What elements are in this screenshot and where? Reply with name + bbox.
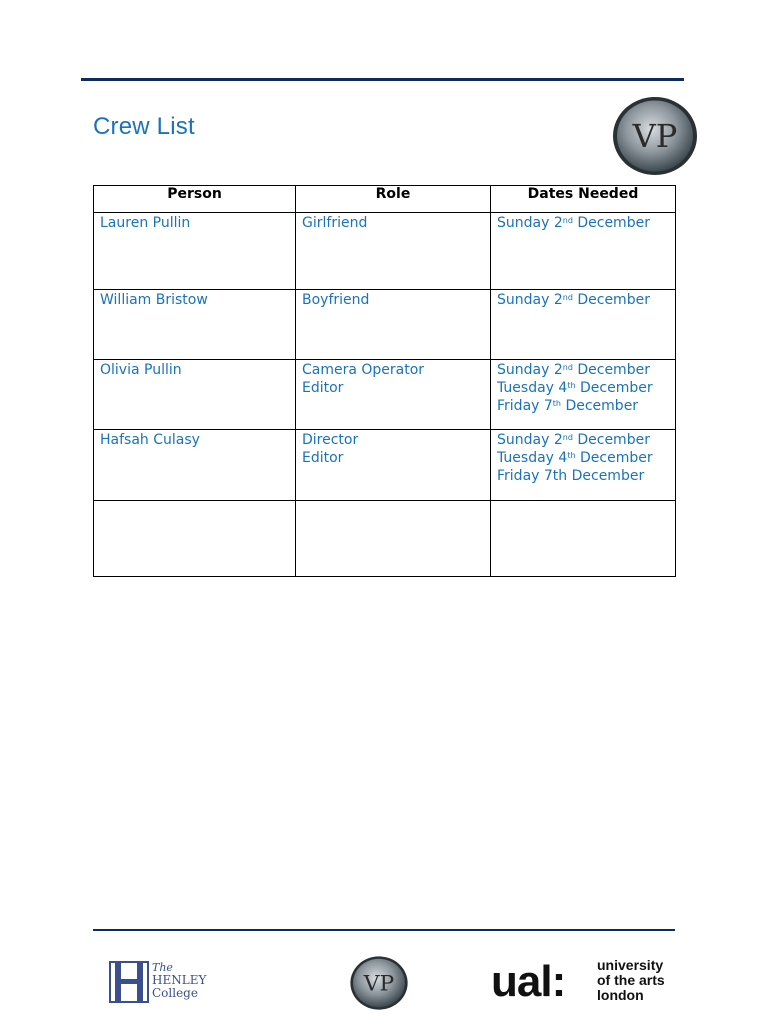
person-name: Hafsah Culasy (100, 432, 200, 448)
dates-cell (491, 213, 676, 290)
date-text: Tuesday 4th December (497, 450, 653, 466)
role-cell (296, 290, 491, 360)
role-cell (296, 213, 491, 290)
person-cell (94, 360, 296, 430)
vp-logo-footer (349, 955, 409, 1011)
person-name: Olivia Pullin (100, 362, 182, 378)
role-text: Boyfriend (302, 292, 370, 308)
person-name: Lauren Pullin (100, 215, 191, 231)
henley-college-logo (108, 960, 208, 1004)
dates-cell (491, 430, 676, 501)
svg-text:HENLEY: HENLEY (152, 973, 207, 987)
role-text: Director (302, 432, 359, 448)
svg-text:College: College (152, 986, 198, 1000)
person-cell (94, 430, 296, 501)
role-cell (296, 360, 491, 430)
person-name: William Bristow (100, 292, 208, 308)
svg-text:VP: VP (632, 117, 678, 155)
person-cell (94, 501, 296, 577)
dates-cell (491, 360, 676, 430)
person-cell (94, 213, 296, 290)
table-header-row (94, 186, 676, 213)
date-text: Friday 7th December (497, 468, 645, 484)
role-text: Editor (302, 450, 344, 466)
crew-table (93, 185, 676, 577)
svg-text:The: The (152, 961, 173, 974)
ual-mark: ual: (491, 957, 566, 1006)
table-row (94, 213, 676, 290)
table-row-empty (94, 501, 676, 577)
svg-text:VP: VP (363, 971, 395, 997)
vp-logo (611, 95, 699, 177)
role-cell (296, 430, 491, 501)
date-text: Sunday 2nd December (497, 432, 650, 448)
dates-cell (491, 501, 676, 577)
dates-cell (491, 290, 676, 360)
column-header-person: Person (94, 186, 296, 213)
date-text: Tuesday 4th December (497, 380, 653, 396)
ual-logo (491, 958, 681, 1008)
table-row (94, 290, 676, 360)
table-row (94, 360, 676, 430)
date-text: Sunday 2nd December (497, 292, 650, 308)
person-cell (94, 290, 296, 360)
column-header-role: Role (296, 186, 491, 213)
date-text: Sunday 2nd December (497, 215, 650, 231)
table-row (94, 430, 676, 501)
date-text: Friday 7th December (497, 398, 639, 414)
role-cell (296, 501, 491, 577)
role-text: Camera Operator (302, 362, 425, 378)
ual-wordmark: university of the arts london (597, 957, 665, 1003)
role-text: Girlfriend (302, 215, 368, 231)
role-text: Editor (302, 380, 344, 396)
top-rule (81, 78, 684, 81)
date-text: Sunday 2nd December (497, 362, 650, 378)
page-title: Crew List (93, 113, 195, 140)
bottom-rule (93, 929, 675, 931)
column-header-dates: Dates Needed (491, 186, 676, 213)
